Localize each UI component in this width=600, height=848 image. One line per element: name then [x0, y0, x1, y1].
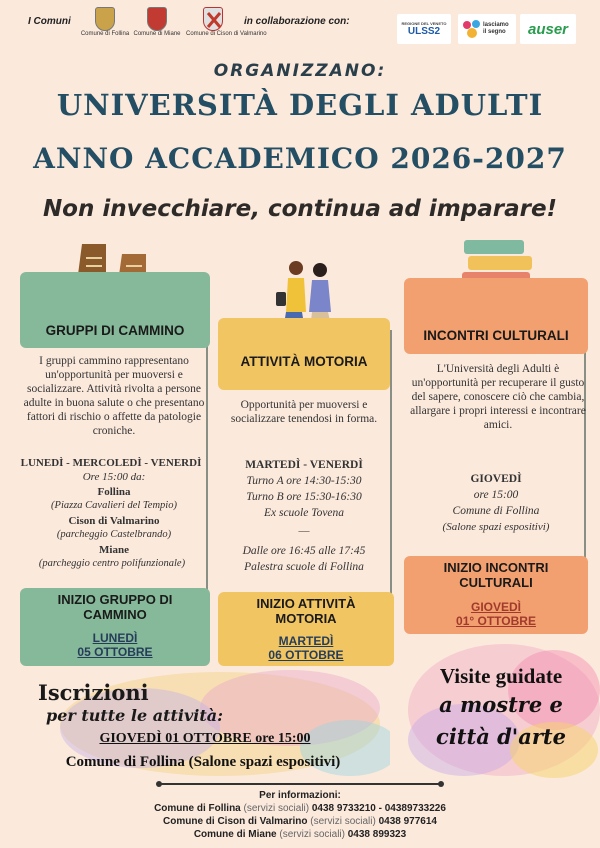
visite-line2: a mostre e	[439, 692, 563, 717]
motoria-start-box	[218, 592, 394, 666]
motoria-turno-b: Turno B ore 15:30-16:30	[246, 491, 362, 503]
cammino-days: LUNEDÌ - MERCOLEDÌ - VENERDÌ	[20, 457, 202, 469]
culturali-start-day: GIOVEDÌ	[470, 600, 521, 614]
motoria-days: MARTEDÌ - VENERDÌ	[245, 459, 363, 471]
cammino-start-day: LUNEDÌ	[92, 631, 138, 645]
page-title: UNIVERSITÀ DEGLI ADULTI	[56, 88, 544, 122]
cammino-time: Ore 15:00 da:	[82, 471, 146, 483]
partner-lasciamo-il-segno	[458, 14, 516, 44]
motoria-description: Opportunità per muoversi e socializzare tenendosi in forma.	[230, 399, 378, 425]
info-name: Comune di Cison di Valmarino	[163, 816, 308, 827]
culturali-day: GIOVEDÌ	[470, 473, 522, 485]
crest-cison	[186, 7, 267, 38]
cammino-place-follina: Follina	[97, 486, 131, 498]
info-office: (servizi sociali)	[279, 829, 345, 840]
partner-label: auser	[527, 20, 569, 38]
motoria-place-tovena: Ex scuole Tovena	[263, 507, 345, 519]
info-office: (servizi sociali)	[243, 803, 310, 814]
collab-label: in collaborazione con:	[244, 16, 350, 27]
partner-label: ULSS2	[407, 26, 441, 37]
cammino-place-cison: Cison di Valmarino	[68, 515, 160, 527]
motoria-time2: Dalle ore 16:45 alle 17:45	[242, 545, 366, 557]
cammino-heading: GRUPPI DI CAMMINO	[20, 272, 210, 348]
info-name: Comune di Follina	[154, 803, 241, 814]
academic-year-title: ANNO ACCADEMICO 2026-2027	[33, 142, 567, 175]
motoria-start-day: MARTEDÌ	[278, 634, 334, 648]
motoria-heading: ATTIVITÀ MOTORIA	[218, 318, 390, 390]
comuni-label: I Comuni	[28, 16, 71, 27]
partner-sub: REGIONE DEL VENETO	[401, 21, 447, 26]
shield-icon	[147, 7, 167, 31]
iscrizioni-title: Iscrizioni	[38, 680, 149, 705]
paw-icon	[461, 19, 483, 39]
info-office: (servizi sociali)	[310, 816, 376, 827]
cammino-start-box	[20, 588, 210, 666]
crest-caption: Comune di Miane	[133, 31, 181, 37]
motoria-turno-a: Turno A ore 14:30-15:30	[246, 475, 362, 487]
motoria-start-heading: INIZIO ATTIVITÀ MOTORIA	[256, 596, 356, 626]
divider	[160, 783, 440, 785]
partner-ulss2	[397, 14, 451, 44]
culturali-start-date: 01° OTTOBRE	[456, 614, 536, 628]
crest-caption: Comune di Cison di Valmarino	[186, 31, 267, 37]
crest-follina	[80, 7, 130, 38]
culturali-start-box	[404, 556, 588, 634]
partner-label: lasciamo il segno	[483, 22, 509, 35]
divider-dot	[438, 781, 444, 787]
shield-icon	[95, 7, 115, 31]
cammino-description: I gruppi cammino rappresentano un'opportunità per muoversi e socializzare. Attività rivolta a persone adulte in buona salute o che presentano fattori di rischio o affette da patologie croniche.	[23, 355, 205, 437]
culturali-time: ore 15:00	[473, 489, 519, 501]
cammino-start-date: 05 OTTOBRE	[77, 645, 153, 659]
organizzano-label: ORGANIZZANO:	[213, 61, 387, 81]
iscrizioni-date: GIOVEDÌ 01 OTTOBRE ore 15:00	[99, 731, 311, 746]
cammino-place-follina-detail: (Piazza Cavalieri del Tempio)	[51, 500, 177, 511]
motoria-place-follina: Palestra scuole di Follina	[244, 561, 364, 573]
timeline-line-motoria	[390, 330, 392, 608]
motoria-separator: —	[298, 525, 310, 537]
culturali-place-detail: (Salone spazi espositivi)	[442, 521, 550, 533]
culturali-place: Comune di Follina	[452, 505, 540, 517]
info-name: Comune di Miane	[193, 829, 277, 840]
cross-icon	[204, 8, 224, 32]
motoria-start-date: 06 OTTOBRE	[268, 648, 344, 662]
culturali-description: L'Università degli Adulti è un'opportunità per recuperare il gusto del sapere, conoscere ciò che cambia, allargare i propri interessi e incontrare amici.	[410, 363, 586, 431]
info-heading: Per informazioni:	[259, 790, 341, 801]
partner-auser	[520, 14, 576, 44]
info-phone[interactable]: 0438 899323	[347, 829, 407, 840]
cammino-place-miane: Miane	[99, 544, 129, 556]
crest-caption: Comune di Follina	[80, 31, 130, 37]
cammino-place-cison-detail: (parcheggio Castelbrando)	[56, 529, 172, 540]
culturali-start-heading: INIZIO INCONTRI CULTURALI	[443, 560, 549, 590]
iscrizioni-place: Comune di Follina (Salone spazi espositivi)	[65, 754, 341, 770]
info-row	[0, 828, 600, 841]
crest-miane	[133, 7, 181, 38]
visite-line3: città d'arte	[436, 724, 566, 749]
cammino-start-heading: INIZIO GRUPPO DI CAMMINO	[57, 592, 173, 622]
info-row	[0, 802, 600, 815]
slogan: Non invecchiare, continua ad imparare!	[42, 196, 558, 222]
info-phone[interactable]: 0438 977614	[378, 816, 437, 827]
shield-icon	[203, 7, 223, 31]
iscrizioni-subtitle: per tutte le attività:	[46, 706, 224, 725]
info-row	[0, 815, 600, 828]
info-phone[interactable]: 0438 9733210 - 04389733226	[311, 803, 446, 814]
visite-line1: Visite guidate	[439, 664, 563, 688]
cammino-place-miane-detail: (parcheggio centro polifunzionale)	[38, 558, 186, 569]
culturali-heading: INCONTRI CULTURALI	[404, 278, 588, 354]
